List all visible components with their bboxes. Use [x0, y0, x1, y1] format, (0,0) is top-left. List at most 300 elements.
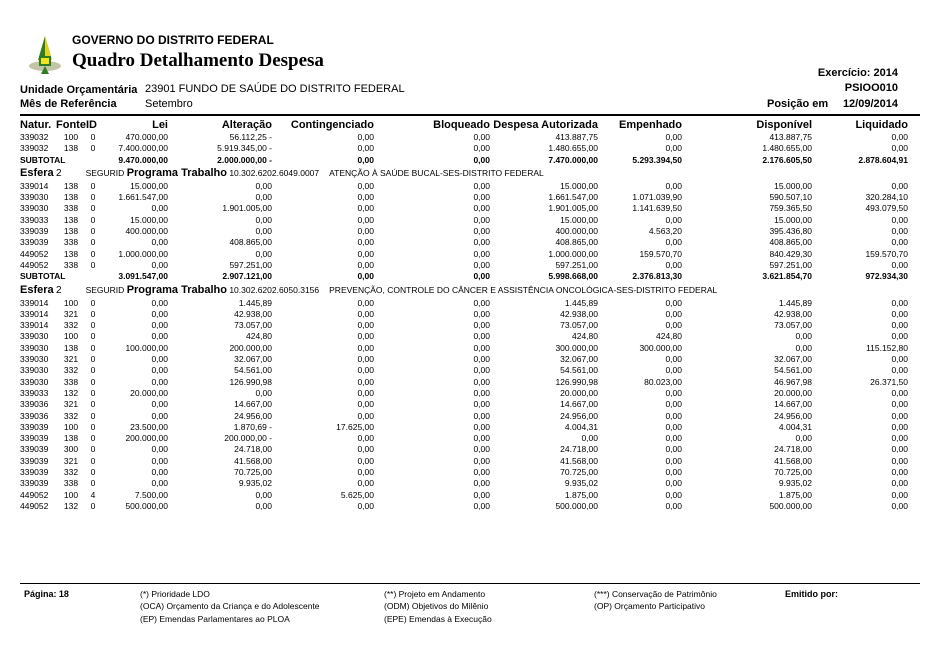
cell: 0,00: [665, 399, 682, 410]
cell: 1.445,89: [238, 297, 272, 308]
cell: 759.365,50: [769, 203, 812, 214]
cell: 338: [63, 478, 79, 489]
subtotal-cell: 2.000.000,00 -: [217, 154, 272, 165]
cell: 1.000.000,00: [548, 248, 598, 259]
cell: 14.667,00: [560, 399, 598, 410]
cell: 46.967,98: [774, 376, 812, 387]
cell: 0: [90, 410, 96, 421]
cell: 0,00: [891, 226, 908, 237]
cell: 0,00: [255, 192, 272, 203]
report-code: PSIOO010: [844, 82, 898, 94]
cell: 0,00: [151, 365, 168, 376]
cell: 0,00: [891, 489, 908, 500]
subtotal-label: SUBTOTAL: [20, 271, 66, 282]
exercicio: Exercício: 2014: [817, 67, 898, 79]
gdf-logo-icon: [24, 34, 66, 76]
cell: 73.057,00: [560, 320, 598, 331]
cell: 0,00: [665, 500, 682, 511]
cell: 0,00: [151, 203, 168, 214]
subtotal-cell: 0,00: [473, 271, 490, 282]
cell: 0,00: [891, 387, 908, 398]
cell: 0: [90, 421, 96, 432]
cell: 1.000.000,00: [118, 248, 168, 259]
cell: 0,00: [255, 248, 272, 259]
cell: 115.152,80: [866, 342, 908, 353]
legend-item: (OP) Orçamento Participativo: [594, 601, 706, 612]
cell: 56.112,25 -: [229, 132, 272, 142]
cell: 339039: [20, 478, 49, 489]
cell: 0,00: [151, 376, 168, 387]
col-despesa-autorizada: Despesa Autorizada: [493, 119, 598, 131]
cell: 0,00: [357, 259, 374, 270]
col-disponivel: Disponível: [756, 119, 812, 131]
table-row: [20, 411, 920, 422]
cell: 332: [63, 320, 79, 331]
cell: 0,00: [665, 410, 682, 421]
cell: 0: [90, 331, 96, 342]
cell: 0: [90, 192, 96, 203]
cell: 0,00: [357, 478, 374, 489]
table-row: [20, 203, 920, 214]
cell: 0,00: [473, 376, 490, 387]
cell: 0,00: [255, 226, 272, 237]
cell: 4: [90, 489, 96, 500]
programa-description: PREVENÇÃO, CONTROLE DO CÂNCER E ASSISTÊNCIA ONCOLÓGICA-SES-DISTRITO FEDERAL: [329, 284, 718, 295]
cell: 0,00: [891, 331, 908, 342]
cell: 15.000,00: [560, 180, 598, 191]
cell: 1.901.005,00: [222, 203, 272, 214]
cell: 0,00: [473, 248, 490, 259]
programa-code: 10.302.6202.6050.3156: [229, 284, 320, 295]
table-row: [20, 226, 920, 237]
cell: 332: [63, 410, 79, 421]
cell: 339030: [20, 203, 49, 214]
cell: 24.956,00: [560, 410, 598, 421]
cell: 100: [63, 489, 79, 500]
esfera-label: Esfera: [20, 283, 54, 296]
segment: SEGURID: [85, 284, 125, 295]
legend-item: (*) Prioridade LDO: [140, 589, 210, 599]
cell: 200.000,00: [125, 433, 168, 444]
cell: 0,00: [357, 444, 374, 455]
cell: 0,00: [891, 500, 908, 511]
cell: 0,00: [151, 467, 168, 478]
cell: 500.000,00: [125, 500, 168, 511]
expense-table: [20, 118, 920, 512]
cell: 0,00: [473, 226, 490, 237]
cell: 0,00: [473, 331, 490, 342]
cell: 0: [90, 399, 96, 410]
table-row: [20, 377, 920, 388]
cell: 54.561,00: [234, 365, 272, 376]
cell: 408.865,00: [555, 237, 598, 248]
cell: 0: [90, 467, 96, 478]
cell: 590.507,10: [769, 192, 812, 203]
cell: 449052: [20, 489, 49, 500]
cell: 0,00: [665, 444, 682, 455]
cell: 339014: [20, 320, 49, 331]
cell: 0,00: [357, 455, 374, 466]
cell: 0,00: [473, 489, 490, 500]
cell: 0,00: [151, 354, 168, 365]
subtotal-cell: 2.907.121,00: [222, 271, 272, 282]
cell: 0: [90, 203, 96, 214]
cell: 321: [63, 455, 79, 466]
subtotal-cell: 2.878.604,91: [858, 154, 908, 165]
table-row: [20, 320, 920, 331]
cell: 0: [90, 248, 96, 259]
cell: 424,80: [656, 331, 682, 342]
cell: 597.251,00: [769, 259, 812, 270]
cell: 339039: [20, 226, 49, 237]
cell: 23.500,00: [130, 421, 168, 432]
cell: 339030: [20, 342, 49, 353]
cell: 138: [63, 214, 79, 225]
table-row: [20, 215, 920, 226]
cell: 159.570,70: [865, 248, 908, 259]
page-number: Página: 18: [24, 589, 69, 599]
table-row: [20, 143, 920, 154]
subtotal-cell: 2.376.813,30: [632, 271, 682, 282]
cell: 17.625,00: [336, 421, 374, 432]
cell: 1.901.005,00: [548, 203, 598, 214]
legend-item: (**) Projeto em Andamento: [384, 589, 486, 599]
posicao-label: Posição em: [767, 98, 829, 110]
cell: 138: [63, 226, 79, 237]
cell: 73.057,00: [234, 320, 272, 331]
cell: 0,00: [665, 387, 682, 398]
cell: 300: [63, 444, 79, 455]
cell: 332: [63, 365, 79, 376]
cell: 395.436,80: [769, 226, 812, 237]
col-natur: Natur.: [20, 119, 52, 131]
subtotal-label: SUBTOTAL: [20, 154, 66, 165]
table-row: [20, 490, 920, 501]
cell: 1.445,89: [778, 297, 812, 308]
cell: 0,00: [891, 354, 908, 365]
cell: 14.667,00: [774, 399, 812, 410]
cell: 470.000,00: [125, 132, 168, 142]
cell: 339039: [20, 237, 49, 248]
cell: 0,00: [473, 500, 490, 511]
cell: 15.000,00: [774, 180, 812, 191]
table-row: [20, 237, 920, 248]
legend-item: (ODM) Objetivos do Milênio: [384, 601, 489, 612]
cell: 0,00: [795, 342, 812, 353]
cell: 4.004,31: [778, 421, 812, 432]
cell: 24.956,00: [774, 410, 812, 421]
subtotal-cell: 7.470.000,00: [548, 154, 598, 165]
subtotal-cell: 2.176.605,50: [762, 154, 812, 165]
table-row: [20, 343, 920, 354]
cell: 41.568,00: [774, 455, 812, 466]
table-row: [20, 192, 920, 203]
cell: 7.500,00: [134, 489, 168, 500]
cell: 0,00: [473, 467, 490, 478]
unidade-value: 23901 FUNDO DE SAÚDE DO DISTRITO FEDERAL: [145, 83, 405, 95]
cell: 0,00: [151, 259, 168, 270]
cell: 0,00: [255, 214, 272, 225]
cell: 32.067,00: [774, 354, 812, 365]
cell: 0,00: [891, 433, 908, 444]
legend-item: (EP) Emendas Parlamentares ao PLOA: [140, 613, 290, 624]
esfera-programa-row: [20, 166, 920, 181]
table-row: [20, 309, 920, 320]
cell: 1.480.655,00: [762, 143, 812, 154]
cell: 41.568,00: [560, 455, 598, 466]
col-id: ID: [86, 119, 97, 131]
cell: 0,00: [473, 308, 490, 319]
subtotal-cell: 0,00: [357, 271, 374, 282]
cell: 0,00: [665, 143, 682, 154]
cell: 0: [90, 214, 96, 225]
cell: 1.071.039,90: [632, 192, 682, 203]
cell: 100: [63, 297, 79, 308]
col-liquidado: Liquidado: [855, 119, 908, 131]
cell: 126.990,98: [229, 376, 272, 387]
cell: 0,00: [151, 478, 168, 489]
cell: 339032: [20, 143, 49, 154]
subtotal-cell: 0,00: [473, 154, 490, 165]
cell: 424,80: [572, 331, 598, 342]
cell: 20.000,00: [560, 387, 598, 398]
cell: 132: [63, 387, 79, 398]
cell: 840.429,30: [769, 248, 812, 259]
cell: 0,00: [357, 342, 374, 353]
cell: 449052: [20, 248, 49, 259]
cell: 597.251,00: [229, 259, 272, 270]
cell: 1.480.655,00: [548, 143, 598, 154]
cell: 15.000,00: [560, 214, 598, 225]
cell: 449052: [20, 500, 49, 511]
cell: 0,00: [255, 387, 272, 398]
table-row: [20, 331, 920, 342]
cell: 0: [90, 226, 96, 237]
cell: 339039: [20, 444, 49, 455]
cell: 9.935,02: [238, 478, 272, 489]
cell: 0,00: [357, 467, 374, 478]
cell: 339030: [20, 354, 49, 365]
cell: 126.990,98: [555, 376, 598, 387]
cell: 408.865,00: [769, 237, 812, 248]
subtotal-cell: 5.293.394,50: [632, 154, 682, 165]
cell: 1.875,00: [778, 489, 812, 500]
subtotal-cell: 972.934,30: [865, 271, 908, 282]
table-row: [20, 422, 920, 433]
cell: 0: [90, 376, 96, 387]
cell: 138: [63, 143, 79, 154]
emitido-por: Emitido por:: [785, 589, 838, 599]
cell: 0,00: [357, 297, 374, 308]
cell: 339030: [20, 331, 49, 342]
cell: 9.935,02: [564, 478, 598, 489]
programa-description: ATENÇÃO À SAÚDE BUCAL-SES-DISTRITO FEDERAL: [329, 167, 544, 178]
report-title: Quadro Detalhamento Despesa: [72, 50, 324, 71]
esfera-label: Esfera: [20, 166, 54, 179]
cell: 26.371,50: [870, 376, 908, 387]
cell: 0,00: [665, 478, 682, 489]
table-row: [20, 467, 920, 478]
cell: 0,00: [665, 365, 682, 376]
cell: 413.887,75: [555, 132, 598, 142]
cell: 0,00: [665, 320, 682, 331]
table-header-row: [20, 118, 920, 132]
cell: 0,00: [473, 237, 490, 248]
cell: 0,00: [665, 297, 682, 308]
cell: 0: [90, 478, 96, 489]
cell: 0,00: [255, 180, 272, 191]
cell: 0,00: [357, 192, 374, 203]
cell: 200.000,00 -: [224, 433, 272, 444]
cell: 0,00: [473, 410, 490, 421]
cell: 138: [63, 192, 79, 203]
cell: 0,00: [473, 444, 490, 455]
col-empenhado: Empenhado: [619, 119, 682, 131]
cell: 321: [63, 354, 79, 365]
cell: 339033: [20, 387, 49, 398]
table-row: [20, 399, 920, 410]
cell: 449052: [20, 259, 49, 270]
cell: 332: [63, 467, 79, 478]
cell: 0,00: [891, 421, 908, 432]
cell: 0,00: [473, 387, 490, 398]
cell: 138: [63, 433, 79, 444]
cell: 0,00: [357, 143, 374, 154]
cell: 70.725,00: [234, 467, 272, 478]
cell: 321: [63, 399, 79, 410]
cell: 0,00: [473, 399, 490, 410]
organization-name: GOVERNO DO DISTRITO FEDERAL: [72, 33, 274, 47]
cell: 339039: [20, 421, 49, 432]
cell: 0,00: [891, 180, 908, 191]
cell: 0,00: [473, 143, 490, 154]
cell: 0,00: [891, 132, 908, 142]
cell: 0: [90, 455, 96, 466]
cell: 493.079,50: [865, 203, 908, 214]
cell: 54.561,00: [774, 365, 812, 376]
cell: 0,00: [357, 132, 374, 142]
cell: 0,00: [151, 399, 168, 410]
cell: 339014: [20, 180, 49, 191]
cell: 0: [90, 387, 96, 398]
cell: 100: [63, 331, 79, 342]
col-fonte: Fonte: [56, 119, 86, 131]
programa-code: 10.302.6202.6049.0007: [229, 167, 320, 178]
cell: 54.561,00: [560, 365, 598, 376]
cell: 339014: [20, 308, 49, 319]
table-row: [20, 365, 920, 376]
cell: 0,00: [151, 237, 168, 248]
cell: 338: [63, 259, 79, 270]
cell: 339036: [20, 410, 49, 421]
subtotal-cell: 3.621.854,70: [762, 271, 812, 282]
legend-col-3: [594, 588, 717, 613]
table-row: [20, 501, 920, 512]
cell: 339032: [20, 132, 49, 142]
cell: 339014: [20, 297, 49, 308]
cell: 1.445,89: [564, 297, 598, 308]
cell: 0,00: [665, 467, 682, 478]
cell: 100: [63, 421, 79, 432]
cell: 70.725,00: [560, 467, 598, 478]
cell: 7.400.000,00: [118, 143, 168, 154]
cell: 0,00: [473, 214, 490, 225]
cell: 0,00: [473, 478, 490, 489]
cell: 0,00: [473, 433, 490, 444]
esfera-programa-row: [20, 283, 920, 298]
cell: 0,00: [151, 444, 168, 455]
cell: 9.935,02: [778, 478, 812, 489]
programa-label: Programa Trabalho: [126, 283, 227, 296]
cell: 0,00: [357, 248, 374, 259]
cell: 0: [90, 132, 96, 142]
cell: 0,00: [891, 259, 908, 270]
esfera-value: 2: [56, 284, 62, 296]
cell: 0,00: [473, 455, 490, 466]
cell: 0,00: [357, 387, 374, 398]
cell: 0,00: [665, 214, 682, 225]
cell: 300.000,00: [555, 342, 598, 353]
cell: 132: [63, 500, 79, 511]
col-bloqueado: Bloqueado: [433, 119, 490, 131]
cell: 20.000,00: [130, 387, 168, 398]
mes-value: Setembro: [145, 98, 193, 110]
cell: 0,00: [151, 331, 168, 342]
cell: 0,00: [357, 410, 374, 421]
cell: 0,00: [357, 214, 374, 225]
cell: 15.000,00: [130, 214, 168, 225]
cell: 0,00: [891, 365, 908, 376]
cell: 138: [63, 342, 79, 353]
cell: 20.000,00: [774, 387, 812, 398]
cell: 0,00: [473, 320, 490, 331]
subtotal-cell: 3.091.547,00: [118, 271, 168, 282]
cell: 0,00: [357, 203, 374, 214]
cell: 0,00: [665, 308, 682, 319]
cell: 15.000,00: [774, 214, 812, 225]
cell: 0: [90, 433, 96, 444]
cell: 400.000,00: [125, 226, 168, 237]
cell: 0,00: [665, 259, 682, 270]
cell: 339036: [20, 399, 49, 410]
cell: 0,00: [473, 421, 490, 432]
cell: 0,00: [473, 259, 490, 270]
cell: 0,00: [473, 132, 490, 142]
cell: 408.865,00: [229, 237, 272, 248]
legend-col-2: [384, 588, 492, 625]
cell: 100.000,00: [125, 342, 168, 353]
cell: 0,00: [357, 331, 374, 342]
mes-label: Mês de Referência: [20, 98, 117, 110]
cell: 0,00: [891, 297, 908, 308]
cell: 0,00: [665, 237, 682, 248]
cell: 0,00: [255, 489, 272, 500]
cell: 0,00: [891, 143, 908, 154]
cell: 42.938,00: [560, 308, 598, 319]
footer-divider: [20, 583, 920, 584]
cell: 0,00: [891, 444, 908, 455]
cell: 0: [90, 320, 96, 331]
cell: 339030: [20, 365, 49, 376]
cell: 0,00: [891, 320, 908, 331]
cell: 0,00: [357, 399, 374, 410]
unidade-label: Unidade Orçamentária: [20, 84, 138, 96]
cell: 1.661.547,00: [548, 192, 598, 203]
cell: 0,00: [891, 410, 908, 421]
cell: 0,00: [151, 297, 168, 308]
cell: 0: [90, 237, 96, 248]
cell: 24.718,00: [560, 444, 598, 455]
